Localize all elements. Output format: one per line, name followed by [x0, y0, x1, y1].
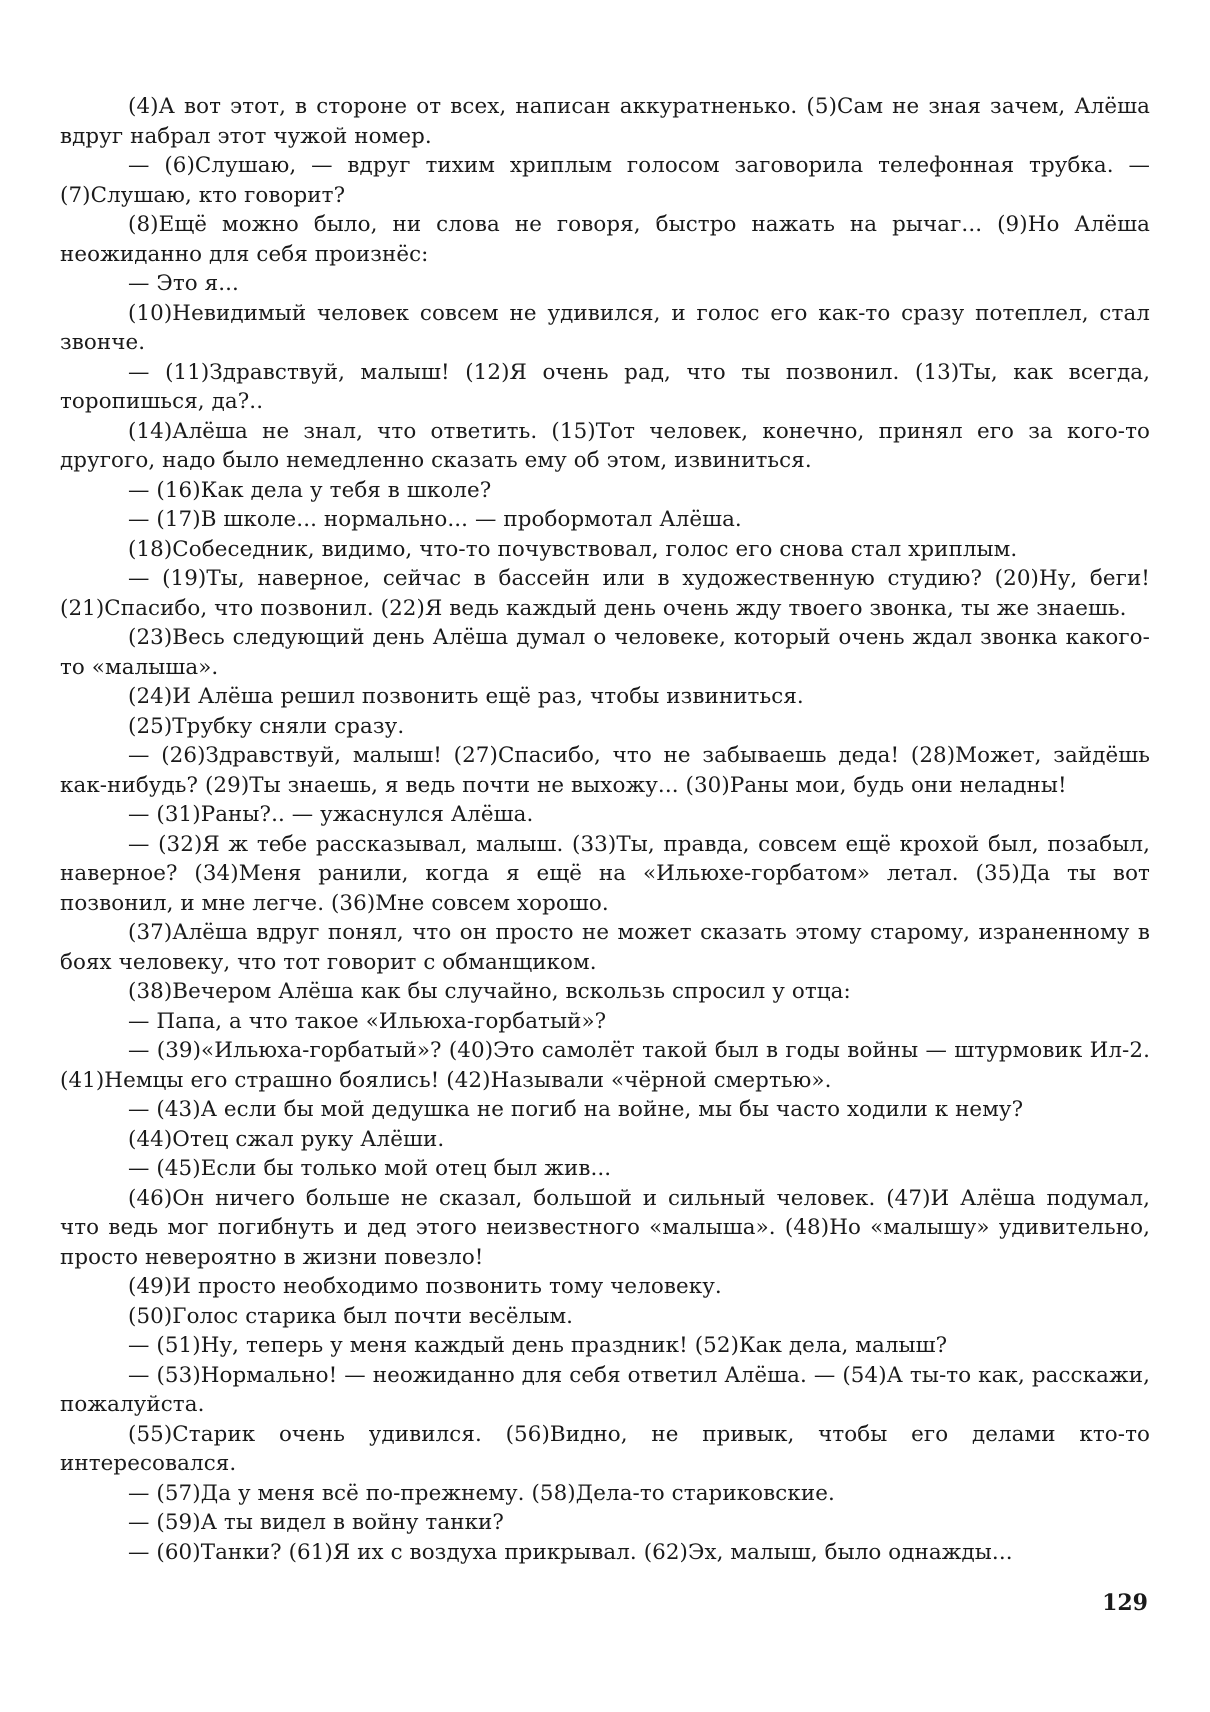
page-number: 129 [1102, 1590, 1148, 1616]
paragraph: — (43)А если бы мой дедушка не погиб на войне, мы бы часто ходили к нему? [128, 1097, 1024, 1122]
paragraph: — Папа, а что такое «Ильюха-горбатый»? [128, 1008, 607, 1034]
paragraph: — (39)«Ильюха-горбатый»? (40)Это самолёт такой был в годы войны — штурмовик Ил-2. (41)Немцы его страшно боялись! (42)Называли «чёрной смертью». [60, 1038, 1150, 1093]
paragraph: — (31)Раны?.. — ужаснулся Алёша. [128, 802, 534, 827]
paragraph: (4)А вот этот, в стороне от всех, написан аккуратненько. (5)Сам не зная зачем, Алёша вдруг набрал этот чужой номер. [60, 94, 1150, 149]
paragraph: (46)Он ничего больше не сказал, большой и сильный человек. (47)И Алёша подумал, что ведь мог погибнуть и дед этого неизвестного «малыша». (48)Но «малышу» удивительно, просто невероятно в жизни повезло! [60, 1185, 1150, 1270]
paragraph: — (11)Здравствуй, малыш! (12)Я очень рад, что ты позвонил. (13)Ты, как всегда, торопишься, да?.. [60, 359, 1150, 414]
paragraph: — (32)Я ж тебе рассказывал, малыш. (33)Ты, правда, совсем ещё крохой был, позабыл, наверное? (34)Меня ранили, когда я ещё на «Ильюхе-горбатом» летал. (35)Да ты вот позвонил, и мне легче. (36)Мне совсем хорошо. [60, 831, 1150, 916]
paragraph: — (16)Как дела у тебя в школе? [128, 477, 492, 503]
paragraph: (14)Алёша не знал, что ответить. (15)Тот человек, конечно, принял его за кого-то другого, надо было немедленно сказать ему об этом, извиниться. [60, 418, 1150, 473]
paragraph: (24)И Алёша решил позвонить ещё раз, чтобы извиниться. [128, 684, 804, 709]
paragraph: (8)Ещё можно было, ни слова не говоря, быстро нажать на рычаг... (9)Но Алёша неожиданно для себя произнёс: [60, 212, 1150, 267]
paragraph: — (51)Ну, теперь у меня каждый день праздник! (52)Как дела, малыш? [128, 1333, 948, 1358]
paragraph: (18)Собеседник, видимо, что-то почувствовал, голос его снова стал хриплым. [128, 536, 1018, 562]
paragraph: (49)И просто необходимо позвонить тому человеку. [128, 1274, 722, 1299]
paragraph: — (45)Если бы только мой отец был жив... [128, 1156, 612, 1181]
paragraph: — (17)В школе... нормально... — пробормотал Алёша. [128, 507, 742, 532]
paragraph: (55)Старик очень удивился. (56)Видно, не привык, чтобы его делами кто-то интересовался. [60, 1421, 1150, 1476]
paragraph: — (57)Да у меня всё по-прежнему. (58)Дела-то стариковские. [128, 1480, 835, 1506]
paragraph: (50)Голос старика был почти весёлым. [128, 1303, 574, 1329]
paragraph: — (53)Нормально! — неожиданно для себя ответил Алёша. — (54)А ты-то как, расскажи, пожалуйста. [60, 1362, 1150, 1417]
paragraph: (38)Вечером Алёша как бы случайно, вскользь спросил у отца: [128, 979, 851, 1004]
paragraph: — Это я... [128, 271, 239, 296]
paragraph: — (19)Ты, наверное, сейчас в бассейн или в художественную студию? (20)Ну, беги! (21)Спасибо, что позвонил. (22)Я ведь каждый день очень жду твоего звонка, ты же знаешь. [60, 566, 1150, 621]
paragraph: (44)Отец сжал руку Алёши. [128, 1126, 445, 1152]
paragraph: — (60)Танки? (61)Я их с воздуха прикрывал. (62)Эх, малыш, было однажды... [128, 1539, 1013, 1565]
paragraph: — (6)Слушаю, — вдруг тихим хриплым голосом заговорила телефонная трубка. — (7)Слушаю, кто говорит? [60, 153, 1150, 208]
paragraph: (23)Весь следующий день Алёша думал о человеке, который очень ждал звонка какого-то «малыша». [60, 625, 1150, 680]
paragraph: — (26)Здравствуй, малыш! (27)Спасибо, что не забываешь деда! (28)Может, зайдёшь как-нибудь? (29)Ты знаешь, я ведь почти не выхожу... (30)Раны мои, будь они неладны! [60, 743, 1150, 798]
paragraph: (37)Алёша вдруг понял, что он просто не может сказать этому старому, израненному в боях человеку, что тот говорит с обманщиком. [60, 920, 1150, 975]
paragraph: (25)Трубку сняли сразу. [128, 713, 405, 739]
story-text [60, 92, 1150, 1567]
paragraph: — (59)А ты видел в войну танки? [128, 1510, 504, 1535]
paragraph: (10)Невидимый человек совсем не удивился, и голос его как-то сразу потеплел, стал звонче. [60, 300, 1150, 355]
